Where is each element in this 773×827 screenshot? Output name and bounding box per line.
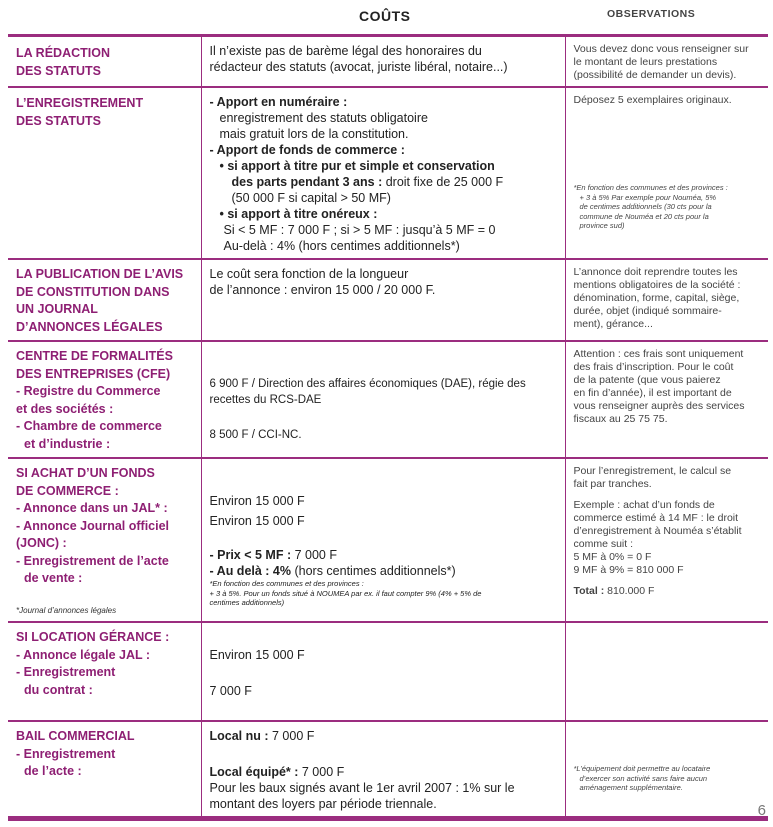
obs-line: dénomination, forme, capital, siège, [573,292,740,304]
cost-text: 7 000 F [291,548,337,562]
cost-bullet: • si apport à titre onéreux : [219,207,378,221]
table-row [8,721,768,819]
obs-line: Exemple : achat d’un fonds de [573,499,715,511]
cost-line: recettes du RCS-DAE [209,394,322,406]
label-line: (JONC) : [16,536,67,550]
row-observation [565,622,768,721]
obs-text: 810.000 F [604,585,655,597]
row-cost [201,36,565,88]
obs-note: de centimes additionnels (30 cts pour la [579,202,712,211]
label-line: D’ANNONCES LÉGALES [16,319,163,334]
cost-bold: - Au delà : 4% [209,564,291,578]
cost-note: *En fonction des communes et des provinces : [209,579,364,588]
row-observation [565,87,768,259]
cost-line: Si < 5 MF : 7 000 F ; si > 5 MF : jusqu’à 5 MF = 0 [223,223,496,237]
table-row [8,458,768,622]
table-row [8,87,768,259]
obs-line: Vous devez donc vous renseigner sur [573,43,749,55]
cost-heading: - Apport de fonds de commerce : [209,143,405,157]
cost-line: Le coût sera fonction de la longueur [209,267,409,281]
obs-note: d’exercer son activité sans faire aucun [579,773,708,783]
cost-note: + 3 à 5%. Pour un fonds situé à NOUMEA par ex. il faut compter 9% (4% + 5% de [209,588,482,598]
observations-header: OBSERVATIONS [607,8,696,20]
obs-line: L’annonce doit reprendre toutes les [573,266,738,278]
label-line: et des sociétés : [16,401,114,416]
cost-line: 7 000 F [209,684,252,698]
cost-line: de l’annonce : environ 15 000 / 20 000 F. [209,283,436,297]
obs-note: province sud) [579,221,625,230]
row-observation [565,259,768,341]
row-observation [565,341,768,458]
obs-line: commerce estimé à 14 MF : le droit [573,512,739,524]
row-label [8,87,201,259]
obs-line: 9 MF à 9% = 810 000 F [573,564,684,576]
obs-note: + 3 à 5% Par exemple pour Nouméa, 5% [579,192,717,202]
row-label [8,458,201,622]
cost-line: Environ 15 000 F [209,494,305,508]
table-row [8,341,768,458]
cost-line: mais gratuit lors de la constitution. [219,127,409,141]
cost-line: Pour les baux signés avant le 1er avril 2007 : 1% sur le [209,781,515,795]
label-line: et d’industrie : [24,436,111,451]
obs-bold: Total : [573,585,605,597]
table-row [8,622,768,721]
cost-heading: - Apport en numéraire : [209,95,348,109]
cost-note: centimes additionnels) [209,598,285,607]
obs-line: des frais d’inscription. Pour le coût [573,361,734,373]
label-line: BAIL COMMERCIAL [16,729,135,743]
costs-table [8,34,768,821]
row-label [8,36,201,88]
row-label [8,622,201,721]
cost-bold: des parts pendant 3 ans : [231,175,383,189]
obs-line: Déposez 5 exemplaires originaux. [573,94,732,106]
table-row [8,36,768,88]
cost-text: 7 000 F [268,729,315,743]
row-label [8,341,201,458]
label-line: - Enregistrement de l’acte [16,553,169,568]
label-footnote: *Journal d’annonces légales [16,605,117,615]
cost-text: 7 000 F [298,765,345,779]
label-line: DES ENTREPRISES (CFE) [16,366,171,381]
row-observation [565,36,768,88]
cost-bullet: • si apport à titre pur et simple et conservation [219,159,495,173]
obs-note: aménagement supplémentaire. [579,783,683,792]
obs-note: *L’équipement doit permettre au locataire [573,764,711,773]
cost-text: droit fixe de 25 000 F [382,175,504,189]
page-number: 6 [757,802,766,819]
obs-line: Attention : ces frais sont uniquement [573,348,744,360]
cost-line: Environ 15 000 F [209,514,305,528]
obs-line: mentions obligatoires de la société : [573,279,741,291]
cost-line: montant des loyers par période triennale. [209,797,437,811]
cost-line: 8 500 F / CCI-NC. [209,429,302,441]
label-line: UN JOURNAL [16,302,98,316]
obs-line: (possibilité de demander un devis). [573,69,737,81]
row-cost [201,341,565,458]
column-headers [0,0,773,36]
obs-line: en fin d’année), il est important de [573,387,732,399]
obs-line: comme suit : [573,538,634,550]
label-line: DES STATUTS [16,63,101,78]
label-line: CENTRE DE FORMALITÉS [16,349,173,363]
row-label [8,721,201,819]
cost-line: Au-delà : 4% (hors centimes additionnels*) [223,239,460,253]
cost-bold: Local équipé* : [209,765,299,779]
obs-note: commune de Nouméa et 20 cts pour la [579,211,709,221]
table-row [8,259,768,341]
cost-text: (hors centimes additionnels*) [291,564,456,578]
cost-line: enregistrement des statuts obligatoire [219,111,428,125]
cost-bold: Local nu : [209,729,269,743]
costs-header: COÛTS [359,8,411,24]
obs-line: ment), gérance... [573,318,653,330]
cost-line: 6 900 F / Direction des affaires économiques (DAE), régie des [209,378,526,390]
row-cost [201,87,565,259]
label-line: - Annonce dans un JAL* : [16,501,168,515]
row-observation [565,721,768,819]
obs-line: d’enregistrement à Nouméa s’établit [573,525,742,537]
cost-line: rédacteur des statuts (avocat, juriste libéral, notaire...) [209,60,508,74]
label-line: L’ENREGISTREMENT [16,96,144,110]
label-line: SI ACHAT D’UN FONDS [16,466,155,480]
obs-line: de la patente (que vous paierez [573,374,721,386]
obs-line: fait par tranches. [573,478,652,490]
obs-line: Pour l’enregistrement, le calcul se [573,465,732,477]
row-cost [201,259,565,341]
obs-line: 5 MF à 0% = 0 F [573,551,652,563]
cost-line: Il n’existe pas de barème légal des honoraires du [209,44,482,58]
label-line: DES STATUTS [16,113,101,128]
label-line: - Enregistrement [16,746,116,761]
obs-note: *En fonction des communes et des provinces : [573,183,728,192]
row-label [8,259,201,341]
label-line: - Chambre de commerce [16,419,162,433]
row-cost [201,458,565,622]
label-line: - Enregistrement [16,665,116,679]
label-line: - Annonce Journal officiel [16,518,170,533]
label-line: DE CONSTITUTION DANS [16,284,170,299]
label-line: DE COMMERCE : [16,483,119,498]
obs-line: le montant de leurs prestations [573,56,718,68]
label-line: LA RÉDACTION [16,46,110,60]
label-line: SI LOCATION GÉRANCE : [16,630,170,644]
obs-line: durée, objet (indiqué sommaire- [573,305,722,317]
obs-line: fiscaux au 25 75 75. [573,413,668,425]
row-cost [201,622,565,721]
label-line: LA PUBLICATION DE L’AVIS [16,267,184,281]
label-line: de l’acte : [24,764,82,778]
cost-line: Environ 15 000 F [209,648,305,662]
label-line: - Registre du Commerce [16,384,161,398]
cost-line: (50 000 F si capital > 50 MF) [231,191,391,205]
label-line: de vente : [24,571,83,585]
row-observation [565,458,768,622]
label-line: du contrat : [24,682,93,697]
cost-bold: - Prix < 5 MF : [209,548,292,562]
obs-line: vous renseigner auprès des services [573,400,745,412]
row-cost [201,721,565,819]
label-line: - Annonce légale JAL : [16,647,151,662]
